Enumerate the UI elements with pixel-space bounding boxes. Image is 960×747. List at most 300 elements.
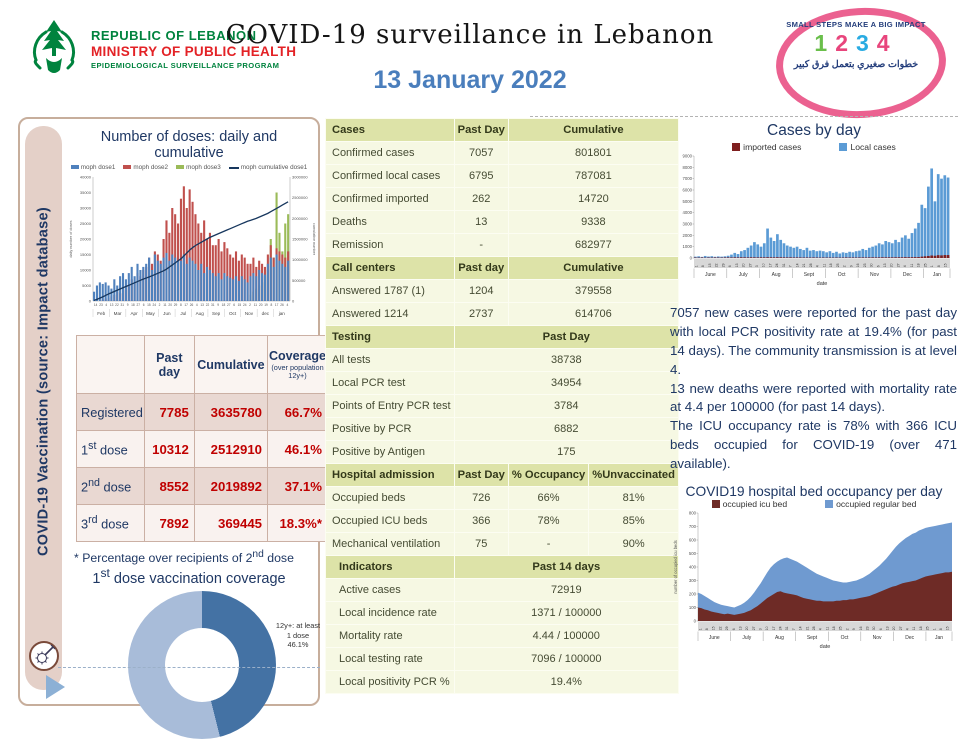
svg-text:8: 8	[701, 265, 705, 267]
svg-text:7000: 7000	[682, 176, 692, 181]
svg-text:20000: 20000	[80, 237, 92, 242]
svg-text:20: 20	[259, 303, 263, 307]
cumulative-line-swatch-icon	[229, 167, 239, 169]
svg-text:9: 9	[852, 628, 856, 630]
svg-text:17: 17	[275, 303, 279, 307]
table-row	[326, 441, 679, 464]
svg-text:400: 400	[689, 564, 697, 569]
svg-text:30: 30	[872, 626, 876, 630]
svg-text:4: 4	[816, 265, 820, 267]
dose-past_day: 10312	[144, 431, 194, 468]
svg-text:17: 17	[772, 626, 776, 630]
svg-text:11: 11	[825, 627, 829, 631]
svg-text:2000: 2000	[682, 233, 692, 238]
svg-text:1000: 1000	[682, 244, 692, 249]
svg-text:15: 15	[946, 626, 950, 630]
svg-text:16: 16	[859, 626, 863, 630]
beds-chart-legend: occupied icu bed occupied regular bed	[670, 499, 958, 509]
dose-cumulative: 2512910	[194, 431, 267, 468]
vax-col-coverage: Coverage (over population 12y+)	[268, 336, 328, 394]
cases-chart-title: Cases by day	[670, 122, 958, 140]
vaccination-table-row	[77, 431, 328, 468]
table-row	[326, 234, 679, 257]
svg-text:date: date	[820, 644, 831, 650]
svg-text:14: 14	[94, 303, 98, 307]
svg-text:9000: 9000	[682, 154, 692, 159]
row-value: -	[508, 533, 588, 556]
vax-col-pastday: Past day	[144, 336, 194, 394]
table-row	[326, 671, 679, 694]
section-header-cell: Call centers	[326, 257, 455, 280]
svg-text:Jan: Jan	[933, 272, 941, 278]
table-row	[326, 533, 679, 556]
svg-text:500: 500	[689, 551, 697, 556]
svg-text:4: 4	[105, 303, 107, 307]
svg-text:Oct: Oct	[841, 635, 849, 641]
svg-text:15: 15	[708, 263, 712, 267]
cases-chart-svg	[670, 152, 956, 290]
svg-text:10: 10	[762, 263, 766, 267]
svg-text:Mar: Mar	[114, 311, 122, 316]
svg-text:8: 8	[937, 265, 941, 267]
svg-text:27: 27	[899, 626, 903, 630]
svg-text:26: 26	[190, 303, 194, 307]
row-value: 1371 / 100000	[454, 602, 678, 625]
svg-text:15: 15	[944, 263, 948, 267]
cases-chart-legend: imported cases Local cases	[670, 142, 958, 152]
svg-text:27: 27	[896, 263, 900, 267]
svg-text:19: 19	[264, 303, 268, 307]
svg-text:4: 4	[903, 265, 907, 267]
table-row	[326, 395, 679, 418]
svg-text:Jun: Jun	[163, 311, 171, 316]
svg-text:2: 2	[249, 303, 251, 307]
svg-text:29: 29	[725, 626, 729, 630]
svg-text:Dec: Dec	[903, 272, 912, 278]
svg-text:35000: 35000	[80, 190, 92, 195]
svg-text:500000: 500000	[292, 278, 306, 283]
svg-text:11: 11	[910, 264, 914, 268]
donut-chart-title: 1st dose vaccination coverage	[66, 566, 312, 587]
section-header-row	[326, 119, 679, 142]
svg-text:31: 31	[782, 263, 786, 267]
row-value: 7096 / 100000	[454, 648, 678, 671]
row-label: Confirmed cases	[326, 142, 455, 165]
row-value: 81%	[589, 487, 679, 510]
table-row	[326, 418, 679, 441]
dose-row-label: 3rd dose	[77, 505, 145, 542]
badge-numbers: 1234	[786, 31, 926, 56]
svg-text:31: 31	[211, 303, 215, 307]
doses-chart-title: Number of doses: daily and cumulative	[66, 129, 312, 161]
svg-text:15: 15	[147, 303, 151, 307]
svg-text:2: 2	[159, 303, 161, 307]
svg-text:1: 1	[698, 628, 702, 630]
row-label: Positive by Antigen	[326, 441, 455, 464]
svg-text:Jul: Jul	[180, 311, 186, 316]
svg-text:5000: 5000	[682, 199, 692, 204]
dose-cumulative: 369445	[194, 505, 267, 542]
table-row	[326, 372, 679, 395]
svg-text:Sep: Sep	[212, 311, 221, 316]
svg-text:1: 1	[932, 628, 936, 630]
svg-text:8: 8	[270, 303, 272, 307]
row-value: -	[454, 234, 508, 257]
section-header-cell: Past Day	[454, 119, 508, 142]
svg-text:June: June	[705, 272, 716, 278]
svg-text:5000: 5000	[82, 283, 92, 288]
svg-text:date: date	[817, 281, 828, 287]
svg-text:22: 22	[715, 263, 719, 267]
table-row	[326, 211, 679, 234]
svg-text:6: 6	[143, 303, 145, 307]
svg-text:27: 27	[752, 626, 756, 630]
svg-text:13: 13	[886, 626, 890, 630]
svg-text:10: 10	[765, 626, 769, 630]
svg-text:18: 18	[131, 303, 135, 307]
logo-line1: REPUBLIC OF LEBANON	[91, 28, 296, 44]
svg-text:23: 23	[865, 626, 869, 630]
row-value: 3784	[454, 395, 678, 418]
svg-text:9: 9	[217, 303, 219, 307]
donut-data-label: 12y+: at least 1 dose 46.1%	[272, 621, 324, 650]
dose3-swatch-icon	[176, 165, 184, 169]
svg-text:2000000: 2000000	[292, 216, 308, 221]
vaccination-side-label: COVID-19 Vaccination (source: Impact database)	[25, 126, 62, 636]
row-label: Mechanical ventilation	[326, 533, 455, 556]
dose-row-label: Registered	[77, 394, 145, 431]
svg-text:18: 18	[919, 626, 923, 630]
svg-text:27: 27	[748, 263, 752, 267]
vaccination-table-row	[77, 468, 328, 505]
svg-text:Sept: Sept	[804, 272, 815, 278]
svg-text:cumulative number: cumulative number	[312, 223, 316, 256]
row-label: Local incidence rate	[326, 602, 455, 625]
section-header-cell: %Unvaccinated	[589, 464, 679, 487]
svg-text:dec: dec	[262, 311, 270, 316]
svg-text:40000: 40000	[80, 175, 92, 180]
svg-text:4: 4	[819, 628, 823, 630]
dose-row-label: 2nd dose	[77, 468, 145, 505]
icu-swatch-icon	[712, 500, 720, 508]
svg-text:300: 300	[689, 578, 697, 583]
row-value: 7057	[454, 142, 508, 165]
header-center	[180, 20, 760, 95]
svg-text:14: 14	[795, 263, 799, 267]
row-value: 614706	[508, 303, 678, 326]
row-value: 75	[454, 533, 508, 556]
donut-ring-icon	[128, 591, 276, 739]
table-row	[326, 142, 679, 165]
surveillance-table-body	[326, 119, 679, 694]
dose-row-label: 1st dose	[77, 431, 145, 468]
vaccination-table-row	[77, 394, 328, 431]
table-row	[326, 349, 679, 372]
row-value: 19.4%	[454, 671, 678, 694]
vaccination-panel	[18, 117, 320, 706]
svg-text:Oct: Oct	[229, 311, 237, 316]
svg-text:30000: 30000	[80, 206, 92, 211]
cedar-logo-icon	[26, 16, 82, 83]
cases-panel	[670, 120, 958, 660]
svg-text:18: 18	[917, 263, 921, 267]
row-value: 9338	[508, 211, 678, 234]
svg-text:20: 20	[890, 263, 894, 267]
row-label: Confirmed local cases	[326, 165, 455, 188]
row-label: Deaths	[326, 211, 455, 234]
section-header-row	[326, 464, 679, 487]
svg-text:7: 7	[789, 265, 793, 267]
svg-text:15: 15	[238, 303, 242, 307]
row-value: 72919	[454, 579, 678, 602]
section-header-cell: Past Day	[454, 464, 508, 487]
svg-text:20: 20	[742, 263, 746, 267]
svg-text:6: 6	[876, 265, 880, 267]
svg-text:21: 21	[802, 263, 806, 267]
dose-coverage: 37.1%	[268, 468, 328, 505]
svg-text:July: July	[742, 635, 751, 641]
svg-text:27: 27	[136, 303, 140, 307]
svg-text:13: 13	[110, 303, 114, 307]
row-label: Local testing rate	[326, 648, 455, 671]
svg-text:22: 22	[718, 626, 722, 630]
section-header-cell: Cumulative	[508, 119, 678, 142]
section-header-cell: Hospital admission	[326, 464, 455, 487]
svg-text:21: 21	[805, 626, 809, 630]
svg-text:25: 25	[926, 626, 930, 630]
section-header-cell: Cases	[326, 119, 455, 142]
row-label: All tests	[326, 349, 455, 372]
row-value: 38738	[454, 349, 678, 372]
dose-cumulative: 3635780	[194, 394, 267, 431]
svg-text:13: 13	[883, 263, 887, 267]
dashed-guide-bottom	[58, 667, 320, 668]
svg-text:18: 18	[829, 263, 833, 267]
dose-past_day: 8552	[144, 468, 194, 505]
row-label: Mortality rate	[326, 625, 455, 648]
section-header-cell: % Occupancy	[508, 464, 588, 487]
svg-text:27: 27	[227, 303, 231, 307]
beds-chart-title: COVID19 hospital bed occupancy per day	[670, 484, 958, 499]
svg-text:4: 4	[906, 628, 910, 630]
logo-line3: EPIDEMIOLOGICAL SURVEILLANCE PROGRAM	[91, 61, 296, 70]
svg-text:8: 8	[705, 628, 709, 630]
svg-text:4: 4	[196, 303, 198, 307]
svg-text:23: 23	[863, 263, 867, 267]
svg-text:23: 23	[99, 303, 103, 307]
row-value: 726	[454, 487, 508, 510]
badge-tagline: SMALL STEPS MAKE A BIG IMPACT	[786, 20, 926, 29]
row-value: 78%	[508, 510, 588, 533]
table-row	[326, 579, 679, 602]
row-value: 1204	[454, 280, 508, 303]
svg-text:Aug: Aug	[196, 311, 205, 316]
svg-text:11: 11	[822, 264, 826, 268]
row-label: Local positivity PCR %	[326, 671, 455, 694]
section-header-cell: Past Day	[454, 326, 678, 349]
svg-text:22: 22	[115, 303, 119, 307]
svg-text:9: 9	[127, 303, 129, 307]
svg-text:29: 29	[721, 263, 725, 267]
row-value: 787081	[508, 165, 678, 188]
dose-cumulative: 2019892	[194, 468, 267, 505]
dose-coverage: 18.3%*	[268, 505, 328, 542]
svg-text:8: 8	[180, 303, 182, 307]
svg-text:600: 600	[689, 537, 697, 542]
row-value: 682977	[508, 234, 678, 257]
row-label: Active cases	[326, 579, 455, 602]
svg-text:2: 2	[845, 628, 849, 630]
svg-text:Aug: Aug	[772, 272, 781, 278]
svg-text:6: 6	[879, 628, 883, 630]
svg-text:200: 200	[689, 591, 697, 596]
row-value: 90%	[589, 533, 679, 556]
svg-text:24: 24	[243, 303, 247, 307]
svg-text:31: 31	[785, 626, 789, 630]
svg-text:24: 24	[775, 263, 779, 267]
svg-text:16: 16	[856, 263, 860, 267]
vaccination-table	[76, 335, 328, 542]
row-label: Points of Entry PCR test	[326, 395, 455, 418]
svg-text:18: 18	[832, 626, 836, 630]
svg-text:11: 11	[912, 627, 916, 631]
svg-text:10000: 10000	[80, 268, 92, 273]
section-header-row	[326, 326, 679, 349]
row-value: 4.44 / 100000	[454, 625, 678, 648]
dose1-swatch-icon	[71, 165, 79, 169]
svg-text:25: 25	[839, 626, 843, 630]
svg-text:29: 29	[174, 303, 178, 307]
virus-syringe-icon	[29, 641, 59, 671]
svg-text:number of occupied icu beds: number of occupied icu beds	[673, 540, 678, 594]
table-row	[326, 487, 679, 510]
svg-text:15: 15	[712, 626, 716, 630]
badge-arabic-text: خطوات صغيري بتعمل فرق كبير	[786, 59, 926, 70]
daily-summary-text: 7057 new cases were reported for the past day with local PCR positivity rate at 19.4% (for past 14 days). The community transmission is at level 4. 13 new deaths were reported with mortality rate at 4.4 per 100000 (for past 14 days). The ICU occupancy rate is 78% with 366 ICU beds occupied for COVID-19 (over 471 available).	[670, 304, 957, 474]
svg-text:18: 18	[222, 303, 226, 307]
svg-text:7: 7	[792, 628, 796, 630]
row-label: Remission	[326, 234, 455, 257]
svg-text:20: 20	[892, 626, 896, 630]
svg-text:20: 20	[168, 303, 172, 307]
svg-text:Sept: Sept	[807, 635, 818, 641]
row-label: Local PCR test	[326, 372, 455, 395]
doses-bars-layer	[93, 186, 289, 301]
table-row	[326, 303, 679, 326]
row-value: 366	[454, 510, 508, 533]
section-header-row	[326, 556, 679, 579]
svg-text:May: May	[146, 311, 155, 316]
svg-text:jan: jan	[278, 311, 286, 316]
row-value: 14720	[508, 188, 678, 211]
table-row	[326, 165, 679, 188]
table-row	[326, 648, 679, 671]
corner-arrow-icon	[46, 675, 65, 699]
svg-text:4000: 4000	[682, 210, 692, 215]
doses-chart-legend: moph dose1 moph dose2 moph dose3 moph cumulative dose1	[66, 164, 312, 171]
svg-text:6: 6	[233, 303, 235, 307]
svg-text:8000: 8000	[682, 165, 692, 170]
svg-text:24: 24	[779, 626, 783, 630]
svg-text:daily number of doses: daily number of doses	[69, 220, 73, 257]
svg-text:Oct: Oct	[838, 272, 846, 278]
local-swatch-icon	[839, 143, 847, 151]
svg-text:700: 700	[689, 524, 697, 529]
row-value: 175	[454, 441, 678, 464]
svg-text:13: 13	[200, 303, 204, 307]
svg-text:11: 11	[163, 303, 167, 307]
row-label: Positive by PCR	[326, 418, 455, 441]
coverage-footnote: * Percentage over recipients of 2nd dose	[74, 549, 312, 565]
svg-text:28: 28	[812, 626, 816, 630]
svg-text:13: 13	[735, 263, 739, 267]
beds-chart-svg	[670, 509, 956, 655]
vaccination-table-row	[77, 505, 328, 542]
table-row	[326, 510, 679, 533]
row-label: Confirmed imported	[326, 188, 455, 211]
svg-text:Nov: Nov	[870, 272, 879, 278]
svg-text:100: 100	[689, 605, 697, 610]
row-value: 379558	[508, 280, 678, 303]
svg-text:6: 6	[732, 628, 736, 630]
svg-text:3000: 3000	[682, 222, 692, 227]
svg-text:25: 25	[923, 263, 927, 267]
section-header-cell: Indicators	[326, 556, 455, 579]
row-value: 6882	[454, 418, 678, 441]
surveillance-table	[325, 118, 679, 694]
dose2-swatch-icon	[123, 165, 131, 169]
svg-text:July: July	[739, 272, 748, 278]
row-label: Answered 1787 (1)	[326, 280, 455, 303]
dose-coverage: 46.1%	[268, 431, 328, 468]
vax-col-blank	[77, 336, 145, 394]
svg-text:Nov: Nov	[873, 635, 882, 641]
svg-text:0: 0	[89, 299, 92, 304]
dose-past_day: 7785	[144, 394, 194, 431]
vaccination-table-body	[77, 394, 328, 542]
dashed-guide-top	[530, 116, 958, 117]
row-label: Answered 1214	[326, 303, 455, 326]
svg-text:24: 24	[152, 303, 156, 307]
row-value: 34954	[454, 372, 678, 395]
svg-text:31: 31	[121, 303, 125, 307]
svg-text:28: 28	[809, 263, 813, 267]
svg-text:Aug: Aug	[775, 635, 784, 641]
svg-text:Jan: Jan	[935, 635, 943, 641]
svg-text:2: 2	[843, 265, 847, 267]
row-value: 801801	[508, 142, 678, 165]
section-header-cell: Cumulative	[508, 257, 678, 280]
svg-text:1: 1	[694, 265, 698, 267]
svg-text:0: 0	[292, 299, 295, 304]
svg-text:1500000: 1500000	[292, 237, 308, 242]
row-value: 6795	[454, 165, 508, 188]
section-header-cell: Past day	[454, 257, 508, 280]
vax-col-cumulative: Cumulative	[194, 336, 267, 394]
svg-text:800: 800	[689, 510, 697, 515]
svg-text:14: 14	[799, 626, 803, 630]
section-header-row	[326, 257, 679, 280]
svg-text:9: 9	[849, 265, 853, 267]
row-label: Occupied ICU beds	[326, 510, 455, 533]
svg-text:8: 8	[939, 628, 943, 630]
row-value: 66%	[508, 487, 588, 510]
svg-text:11: 11	[254, 303, 258, 307]
svg-text:1: 1	[930, 265, 934, 267]
svg-text:17: 17	[768, 263, 772, 267]
table-row	[326, 280, 679, 303]
section-header-cell: Testing	[326, 326, 455, 349]
